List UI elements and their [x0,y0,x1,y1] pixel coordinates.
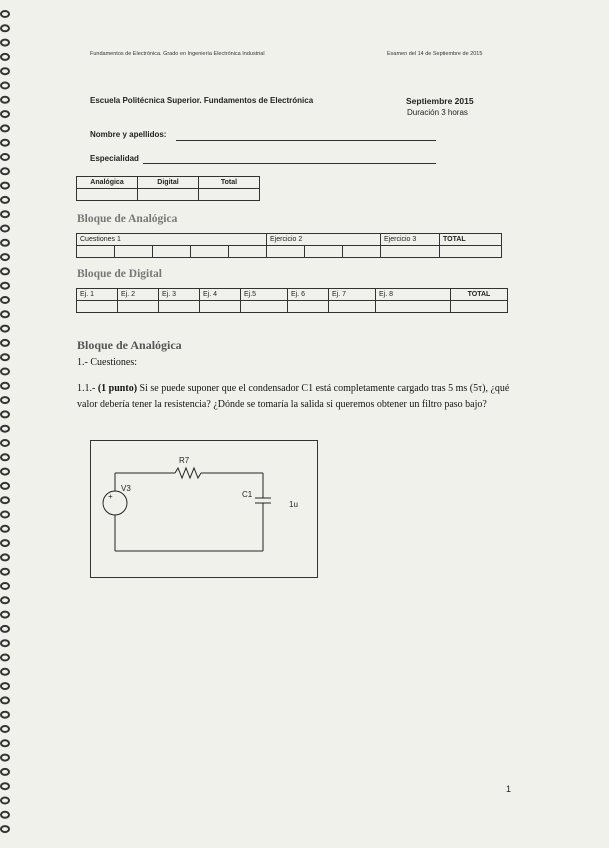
spiral-ring [1,826,9,832]
spiral-ring [1,497,9,503]
spiral-ring [1,168,9,174]
score-cell[interactable] [191,246,229,258]
score-cell[interactable] [288,301,329,313]
digital-col-2: Ej. 2 [118,289,159,301]
analog-col-ex3: Ejercicio 3 [381,234,440,246]
score-cell[interactable] [440,246,502,258]
spiral-ring [1,383,9,389]
name-label: Nombre y apellidos: [90,130,167,139]
summary-col-analog: Analógica [77,177,138,189]
spiral-ring [1,740,9,746]
score-cell[interactable] [381,246,440,258]
score-cell[interactable] [305,246,343,258]
spiral-ring [1,240,9,246]
spiral-ring [1,655,9,661]
question-number: 1.1.- [77,383,96,394]
score-cell[interactable] [115,246,153,258]
spiral-ring [1,125,9,131]
section-subtitle: 1.- Cuestiones: [77,357,137,368]
spiral-ring [1,311,9,317]
spiral-ring [1,40,9,46]
summary-col-digital: Digital [138,177,199,189]
summary-cell[interactable] [199,189,260,201]
digital-block-title: Bloque de Digital [77,268,162,280]
digital-col-5: Ej.5 [241,289,288,301]
spiral-ring [1,54,9,60]
analog-block-title: Bloque de Analógica [77,213,178,225]
spiral-ring [1,326,9,332]
spiral-ring [1,226,9,232]
spiral-ring [1,297,9,303]
spiral-ring [1,340,9,346]
score-cell[interactable] [376,301,451,313]
spiral-ring [1,597,9,603]
spiral-binding [0,0,14,848]
spiral-ring [1,197,9,203]
spiral-ring [1,469,9,475]
source-label: V3 [121,484,131,493]
digital-col-total: TOTAL [451,289,508,301]
spiral-ring [1,683,9,689]
summary-table [76,176,260,201]
voltage-source-symbol [103,491,127,515]
digital-score-table [76,288,508,313]
spiral-ring [1,25,9,31]
name-line[interactable] [176,140,436,141]
analog-col-questions: Cuestiones 1 [77,234,267,246]
source-plus-sign: + [108,492,113,501]
spiral-ring [1,783,9,789]
spiral-ring [1,268,9,274]
spiral-ring [1,369,9,375]
spiral-ring [1,540,9,546]
spiral-ring [1,812,9,818]
spiral-ring [1,211,9,217]
score-cell[interactable] [451,301,508,313]
header-left: Fundamentos de Electrónica. Grado en Ingeniería Electrónica Industrial [90,51,265,57]
spiral-ring [1,612,9,618]
exam-date: Septiembre 2015 [406,96,474,106]
spiral-ring [1,726,9,732]
spiral-ring [1,769,9,775]
spiral-ring [1,454,9,460]
school-title: Escuela Politécnica Superior. Fundamentos de Electrónica [90,96,314,105]
resistor-symbol [175,468,201,478]
spiral-ring [1,11,9,17]
spiral-ring [1,569,9,575]
digital-col-7: Ej. 7 [329,289,376,301]
question-1-1 [77,381,517,413]
score-cell[interactable] [267,246,305,258]
digital-col-6: Ej. 6 [288,289,329,301]
specialty-label: Especialidad [90,154,139,163]
rc-circuit-diagram [91,441,317,577]
header-right: Examen del 14 de Septiembre de 2015 [387,51,483,57]
spiral-ring [1,354,9,360]
score-cell[interactable] [343,246,381,258]
question-text: Si se puede suponer que el condensador C1 está completamente cargado tras 5 ms (5τ), ¿qué valor debería tener la resistencia? ¿Dónde se tomaría la salida si queremos obtener un filtro paso bajo? [77,383,510,410]
score-cell[interactable] [153,246,191,258]
score-cell[interactable] [229,246,267,258]
spiral-ring [1,154,9,160]
question-points: (1 punto) [97,383,138,394]
specialty-line[interactable] [143,163,436,164]
spiral-ring [1,183,9,189]
spiral-ring [1,283,9,289]
spiral-ring [1,626,9,632]
score-cell[interactable] [77,301,118,313]
score-cell[interactable] [77,246,115,258]
capacitor-value: 1u [289,500,298,509]
score-cell[interactable] [241,301,288,313]
spiral-ring [1,512,9,518]
spiral-ring [1,697,9,703]
spiral-ring [1,798,9,804]
spiral-ring [1,426,9,432]
digital-col-1: Ej. 1 [77,289,118,301]
spiral-ring [1,640,9,646]
spiral-ring [1,111,9,117]
spiral-ring [1,712,9,718]
spiral-ring [1,254,9,260]
score-cell[interactable] [329,301,376,313]
section-title: Bloque de Analógica [77,338,182,352]
analog-score-table [76,233,502,258]
spiral-ring [1,583,9,589]
score-cell[interactable] [200,301,241,313]
capacitor-label: C1 [242,490,253,499]
analog-col-total: TOTAL [440,234,502,246]
spiral-ring [1,669,9,675]
page-number: 1 [506,784,512,794]
summary-cell[interactable] [77,189,138,201]
spiral-ring [1,68,9,74]
digital-col-8: Ej. 8 [376,289,451,301]
score-cell[interactable] [118,301,159,313]
analog-col-ex2: Ejercicio 2 [267,234,381,246]
spiral-ring [1,526,9,532]
digital-col-3: Ej. 3 [159,289,200,301]
exam-duration: Duración 3 horas [407,108,468,117]
summary-col-total: Total [199,177,260,189]
spiral-ring [1,554,9,560]
spiral-ring [1,411,9,417]
spiral-ring [1,140,9,146]
resistor-label: R7 [179,456,190,465]
spiral-ring [1,483,9,489]
spiral-ring [1,755,9,761]
summary-cell[interactable] [138,189,199,201]
spiral-ring [1,83,9,89]
spiral-ring [1,397,9,403]
spiral-ring [1,97,9,103]
score-cell[interactable] [159,301,200,313]
rc-circuit-figure [90,440,318,578]
spiral-ring [1,440,9,446]
digital-col-4: Ej. 4 [200,289,241,301]
